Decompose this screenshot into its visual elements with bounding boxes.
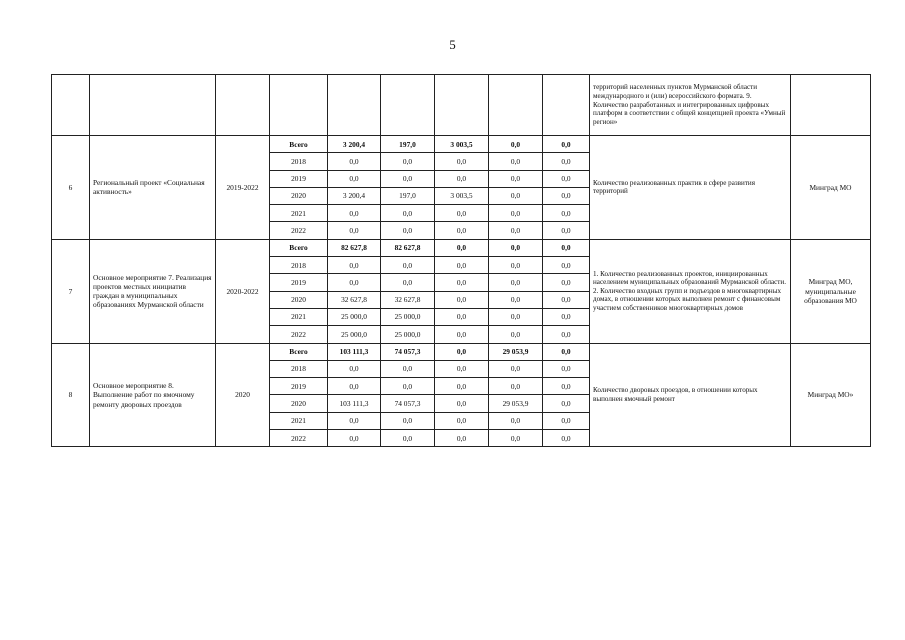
total-value: 0,0 — [328, 378, 381, 395]
program-table-body — [52, 75, 871, 447]
executor: Минград МО, муниципальные образования МО — [791, 239, 871, 343]
other-value: 0,0 — [543, 153, 590, 170]
total-value: 0,0 — [328, 170, 381, 187]
page-number: 5 — [449, 37, 456, 52]
municipal-value: 0,0 — [489, 430, 543, 447]
federal-value: 82 627,8 — [381, 239, 435, 256]
federal-value: 197,0 — [381, 187, 435, 204]
federal-value: 197,0 — [381, 136, 435, 153]
period: 2020 — [216, 343, 270, 447]
total-value: 103 111,3 — [328, 395, 381, 412]
other-value: 0,0 — [543, 205, 590, 222]
table-row — [52, 136, 871, 153]
regional-value: 0,0 — [435, 412, 489, 429]
other-value: 0,0 — [543, 257, 590, 274]
other-value: 0,0 — [543, 360, 590, 377]
municipal-value: 0,0 — [489, 153, 543, 170]
municipal-value: 0,0 — [489, 187, 543, 204]
municipal-value: 0,0 — [489, 378, 543, 395]
municipal-value: 0,0 — [489, 136, 543, 153]
cell-label — [270, 75, 328, 136]
cell-no — [52, 75, 90, 136]
other-value: 0,0 — [543, 326, 590, 343]
total-value: 0,0 — [328, 257, 381, 274]
federal-value: 0,0 — [381, 412, 435, 429]
cell-executor — [791, 75, 871, 136]
row-label: 2022 — [270, 222, 328, 239]
regional-value: 0,0 — [435, 205, 489, 222]
other-value: 0,0 — [543, 291, 590, 308]
municipal-value: 0,0 — [489, 308, 543, 325]
regional-value: 0,0 — [435, 360, 489, 377]
total-value: 0,0 — [328, 222, 381, 239]
municipal-value: 0,0 — [489, 257, 543, 274]
regional-value: 0,0 — [435, 222, 489, 239]
federal-value: 0,0 — [381, 170, 435, 187]
row-number: 6 — [52, 136, 90, 240]
municipal-value: 0,0 — [489, 291, 543, 308]
regional-value: 0,0 — [435, 326, 489, 343]
row-label: 2018 — [270, 153, 328, 170]
other-value: 0,0 — [543, 222, 590, 239]
event-name: Региональный проект «Социальная активность» — [90, 136, 216, 240]
federal-value: 74 057,3 — [381, 395, 435, 412]
cell-regional — [435, 75, 489, 136]
regional-value: 0,0 — [435, 343, 489, 360]
row-number: 7 — [52, 239, 90, 343]
row-label: 2019 — [270, 378, 328, 395]
municipal-value: 0,0 — [489, 239, 543, 256]
federal-value: 0,0 — [381, 430, 435, 447]
row-label: 2019 — [270, 170, 328, 187]
regional-value: 0,0 — [435, 378, 489, 395]
total-value: 103 111,3 — [328, 343, 381, 360]
continuation-indicator: территорий населенных пунктов Мурманской области международного и (или) всероссийского формата. 9. Количество разработанных и интегрированных цифровых платформ в соответствии с общей концепцией проекта «Умный регион» — [590, 75, 791, 136]
regional-value: 0,0 — [435, 291, 489, 308]
municipal-value: 29 053,9 — [489, 343, 543, 360]
row-label: 2021 — [270, 412, 328, 429]
total-value: 32 627,8 — [328, 291, 381, 308]
other-value: 0,0 — [543, 187, 590, 204]
regional-value: 0,0 — [435, 308, 489, 325]
row-label: 2020 — [270, 291, 328, 308]
executor: Минград МО — [791, 136, 871, 240]
row-label: 2022 — [270, 326, 328, 343]
table-row — [52, 343, 871, 360]
federal-value: 74 057,3 — [381, 343, 435, 360]
regional-value: 0,0 — [435, 170, 489, 187]
cell-total — [328, 75, 381, 136]
municipal-value: 0,0 — [489, 360, 543, 377]
cell-other — [543, 75, 590, 136]
row-number: 8 — [52, 343, 90, 447]
regional-value: 0,0 — [435, 395, 489, 412]
other-value: 0,0 — [543, 412, 590, 429]
federal-value: 25 000,0 — [381, 326, 435, 343]
other-value: 0,0 — [543, 430, 590, 447]
cell-name — [90, 75, 216, 136]
federal-value: 0,0 — [381, 360, 435, 377]
total-value: 3 200,4 — [328, 136, 381, 153]
event-name: Основное мероприятие 7. Реализация проектов местных инициатив граждан в муниципальных образованиях Мурманской области — [90, 239, 216, 343]
regional-value: 0,0 — [435, 239, 489, 256]
row-label: Всего — [270, 136, 328, 153]
row-label: 2019 — [270, 274, 328, 291]
federal-value: 0,0 — [381, 222, 435, 239]
federal-value: 0,0 — [381, 257, 435, 274]
municipal-value: 0,0 — [489, 205, 543, 222]
cell-period — [216, 75, 270, 136]
total-value: 25 000,0 — [328, 326, 381, 343]
table-row — [52, 239, 871, 256]
event-name: Основное мероприятие 8. Выполнение работ по ямочному ремонту дворовых проездов — [90, 343, 216, 447]
indicator: Количество дворовых проездов, в отношении которых выполнен ямочный ремонт — [590, 343, 791, 447]
federal-value: 0,0 — [381, 274, 435, 291]
federal-value: 32 627,8 — [381, 291, 435, 308]
total-value: 0,0 — [328, 412, 381, 429]
regional-value: 0,0 — [435, 257, 489, 274]
other-value: 0,0 — [543, 378, 590, 395]
other-value: 0,0 — [543, 343, 590, 360]
regional-value: 0,0 — [435, 274, 489, 291]
total-value: 0,0 — [328, 274, 381, 291]
regional-value: 3 003,5 — [435, 136, 489, 153]
cell-federal — [381, 75, 435, 136]
total-value: 3 200,4 — [328, 187, 381, 204]
total-value: 0,0 — [328, 430, 381, 447]
federal-value: 0,0 — [381, 205, 435, 222]
regional-value: 0,0 — [435, 153, 489, 170]
continuation-row — [52, 75, 871, 136]
other-value: 0,0 — [543, 308, 590, 325]
total-value: 82 627,8 — [328, 239, 381, 256]
federal-value: 25 000,0 — [381, 308, 435, 325]
municipal-value: 0,0 — [489, 274, 543, 291]
row-label: 2020 — [270, 395, 328, 412]
total-value: 25 000,0 — [328, 308, 381, 325]
other-value: 0,0 — [543, 136, 590, 153]
row-label: 2018 — [270, 257, 328, 274]
indicator: Количество реализованных практик в сфере развития территорий — [590, 136, 791, 240]
executor: Минград МО» — [791, 343, 871, 447]
total-value: 0,0 — [328, 153, 381, 170]
cell-municipal — [489, 75, 543, 136]
other-value: 0,0 — [543, 395, 590, 412]
regional-value: 0,0 — [435, 430, 489, 447]
period: 2019-2022 — [216, 136, 270, 240]
row-label: Всего — [270, 239, 328, 256]
row-label: 2021 — [270, 205, 328, 222]
municipal-value: 0,0 — [489, 170, 543, 187]
program-table — [51, 74, 871, 447]
total-value: 0,0 — [328, 360, 381, 377]
municipal-value: 0,0 — [489, 412, 543, 429]
municipal-value: 29 053,9 — [489, 395, 543, 412]
municipal-value: 0,0 — [489, 222, 543, 239]
row-label: 2022 — [270, 430, 328, 447]
other-value: 0,0 — [543, 170, 590, 187]
row-label: 2021 — [270, 308, 328, 325]
indicator: 1. Количество реализованных проектов, инициированных населением муниципальных образований Мурманской области. 2. Количество входных групп и подъездов в многоквартирных домах, в отношении которых выполнен ремонт с финансовым участием собственников многоквартирных домов — [590, 239, 791, 343]
municipal-value: 0,0 — [489, 326, 543, 343]
federal-value: 0,0 — [381, 153, 435, 170]
total-value: 0,0 — [328, 205, 381, 222]
other-value: 0,0 — [543, 274, 590, 291]
period: 2020-2022 — [216, 239, 270, 343]
row-label: Всего — [270, 343, 328, 360]
other-value: 0,0 — [543, 239, 590, 256]
federal-value: 0,0 — [381, 378, 435, 395]
regional-value: 3 003,5 — [435, 187, 489, 204]
row-label: 2020 — [270, 187, 328, 204]
row-label: 2018 — [270, 360, 328, 377]
